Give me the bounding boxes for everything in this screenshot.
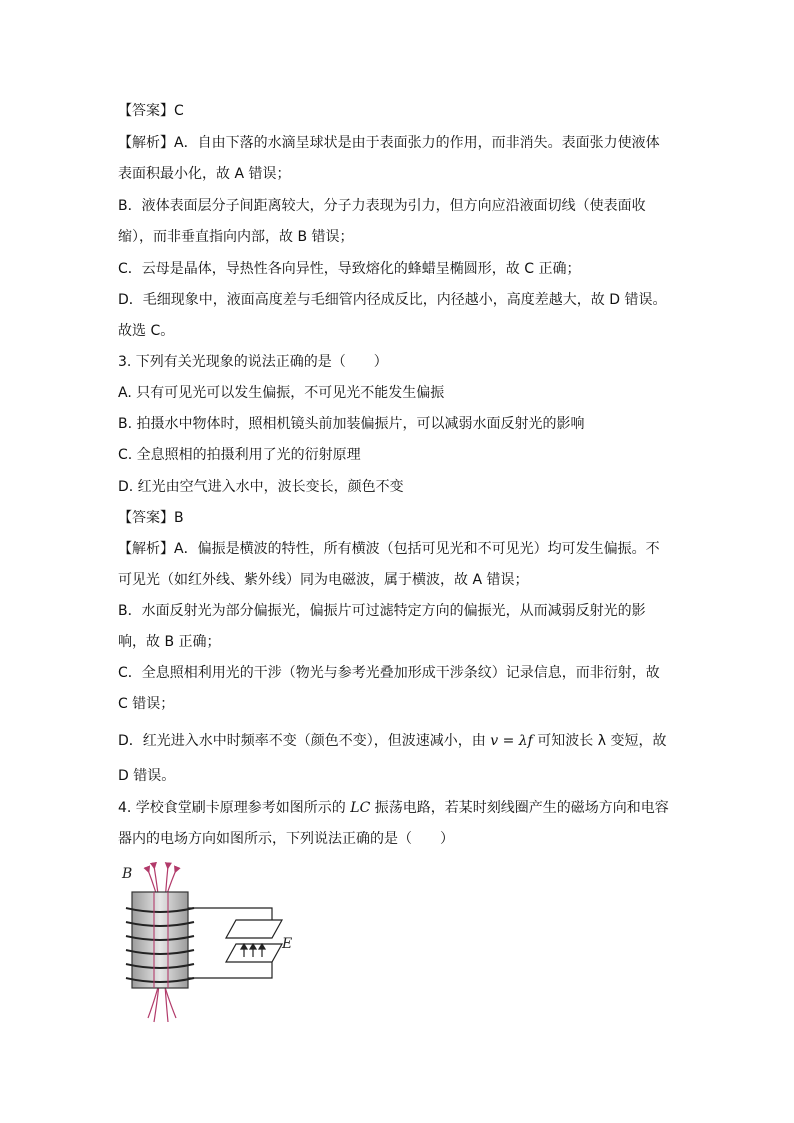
analysis-text: 可知波长 λ 变短，故 xyxy=(537,733,667,749)
q3-analysis-line: C．全息照相利用光的干涉（物光与参考光叠加形成干涉条纹）记录信息，而非衍射，故 xyxy=(118,665,660,681)
q3-analysis-line: 可见光（如红外线、紫外线）同为电磁波，属于横波，故 A 错误； xyxy=(118,572,529,588)
q2-analysis-line: 表面积最小化，故 A 错误； xyxy=(118,166,291,182)
q3-analysis-line: 【解析】A．偏振是横波的特性，所有横波（包括可见光和不可见光）均可发生偏振。不 xyxy=(118,541,660,557)
q2-answer: 【答案】C xyxy=(118,103,184,119)
q2-analysis-line: C．云母是晶体，导热性各向异性，导致熔化的蜂蜡呈椭圆形，故 C 正确； xyxy=(118,261,581,277)
q3-option-a: A. 只有可见光可以发生偏振，不可见光不能发生偏振 xyxy=(118,385,445,401)
q2-analysis-line: B．液体表面层分子间距离较大，分子力表现为引力，但方向应沿液面切线（使表面收 xyxy=(118,198,646,214)
lc-circuit-figure xyxy=(112,858,312,1026)
q2-conclusion: 故选 C。 xyxy=(118,323,175,339)
capacitor-top-plate xyxy=(226,920,282,938)
circuit-wires xyxy=(188,908,272,978)
magnetic-field-label: B xyxy=(122,866,133,882)
wavelength-formula: v = λf xyxy=(490,733,533,749)
q3-analysis-line: 响，故 B 正确； xyxy=(118,634,221,650)
q3-option-d: D. 红光由空气进入水中，波长变长，颜色不变 xyxy=(118,479,404,495)
stem-text: 4. 学校食堂刷卡原理参考如图所示的 xyxy=(118,800,346,816)
q2-analysis-line: 【解析】A．自由下落的水滴呈球状是由于表面张力的作用，而非消失。表面张力使液体 xyxy=(118,135,660,151)
stem-text: 振荡电路，若某时刻线圈产生的磁场方向和电容 xyxy=(374,800,669,816)
electric-field-label: E xyxy=(282,936,293,952)
q3-analysis-line: C 错误； xyxy=(118,696,175,712)
q2-analysis-line: 缩），而非垂直指向内部，故 B 错误； xyxy=(118,229,354,245)
q3-option-b: B. 拍摄水中物体时，照相机镜头前加装偏振片，可以减弱水面反射光的影响 xyxy=(118,416,585,432)
q3-stem: 3. 下列有关光现象的说法正确的是（ ） xyxy=(118,354,388,370)
q3-analysis-line-formula xyxy=(118,731,666,751)
q3-analysis-line: D 错误。 xyxy=(118,768,176,784)
q2-analysis-line: D．毛细现象中，液面高度差与毛细管内径成反比，内径越小，高度差越大，故 D 错误。 xyxy=(118,292,667,308)
q3-option-c: C. 全息照相的拍摄利用了光的衍射原理 xyxy=(118,447,361,463)
analysis-text: D．红光进入水中时频率不变（颜色不变），但波速减小，由 xyxy=(118,733,486,749)
q3-answer: 【答案】B xyxy=(118,510,184,526)
q4-stem-line: 器内的电场方向如图所示，下列说法正确的是（ ） xyxy=(118,831,454,847)
lc-symbol: LC xyxy=(350,800,371,816)
q4-stem-line xyxy=(118,798,669,818)
q3-analysis-line: B．水面反射光为部分偏振光，偏振片可过滤特定方向的偏振光，从而减弱反射光的影 xyxy=(118,603,646,619)
